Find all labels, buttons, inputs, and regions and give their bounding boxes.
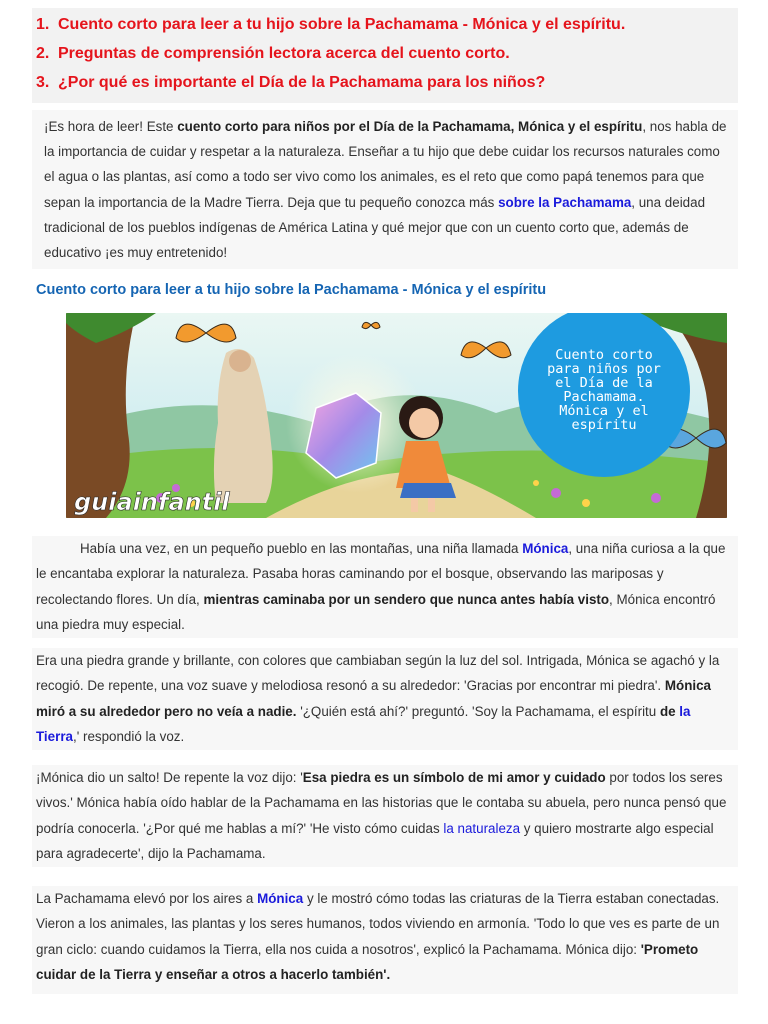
monica-link[interactable]: Mónica [522,541,569,556]
intro-card [32,110,738,269]
naturaleza-link[interactable]: la naturaleza [443,820,521,836]
illustration-svg [66,313,727,518]
svg-text:espíritu: espíritu [571,417,637,433]
story-paragraph-1: Había una vez, en un pequeño pueblo en las montañas, una niña llamada Mónica, una niña curiosa a la que le encantaba explorar la naturaleza. Pasaba horas caminando por el bosque, observando las mariposas y recolectando flores. Un día, mientras caminaba por un sendero que nunca antes había visto, Mónica encontró una piedra muy especial. [32,536,738,638]
table-of-contents [32,8,738,103]
toc-item-1[interactable]: 1. Cuento corto para leer a tu hijo sobre la Pachamama - Mónica y el espíritu. [36,16,626,33]
intro-paragraph: ¡Es hora de leer! Este cuento corto para niños por el Día de la Pachamama, Mónica y el espíritu, nos habla de la importancia de cuidar y respetar a la naturaleza. Enseñar a tu hijo que debe cuidar los recursos naturales como el agua o las plantas, así como a todo ser vivo como los animales, es el reto que como papá tenemos para que sepan la importancia de la Madre Tierra. Deja que tu pequeño conozca más sobre la Pachamama, una deidad tradicional de los pueblos indígenas de América Latina y qué mejor que con un cuento corto que, además de educativo ¡es muy entretenido! [44,119,727,261]
monica-link-2[interactable]: Mónica [257,891,304,906]
story-illustration [66,313,727,518]
story-paragraph-4: La Pachamama elevó por los aires a Mónica y le mostró cómo todas las criaturas de la Tierra estaban conectadas. Vieron a los animales, las plantas y los seres humanos, todos viviendo en armonía. 'Todo lo que ves es parte de un gran ciclo: cuando cuidamos la Tierra, ella nos cuida a nosotros', explicó la Pachamama. Mónica dijo: 'Prometo cuidar de la Tierra y enseñar a otros a hacerlo también'. [32,886,738,994]
svg-text:Pachamama.: Pachamama. [563,389,645,405]
la-tierra-link[interactable]: la Tierra [36,703,691,745]
pachamama-link[interactable]: sobre la Pachamama [498,194,632,210]
svg-text:Cuento corto: Cuento corto [555,347,653,363]
svg-text:Mónica y el: Mónica y el [559,403,649,419]
svg-text:para niños por: para niños por [547,361,661,377]
story-paragraph-2: Era una piedra grande y brillante, con colores que cambiaban según la luz del sol. Intrigada, Mónica se agachó y la recogió. De repente, una voz suave y melodiosa resonó a su alrededor: 'Gracias por encontrar mi piedra'. Mónica miró a su alrededor pero no veía a nadie. '¿Quién está ahí?' preguntó. 'Soy la Pachamama, el espíritu de la Tierra,' respondió la voz. [32,648,738,750]
story-subheading: Cuento corto para leer a tu hijo sobre la Pachamama - Mónica y el espíritu [36,282,547,298]
guiainfantil-logo: guiainfantil [74,488,230,516]
toc-item-2[interactable]: 2. Preguntas de comprensión lectora acerca del cuento corto. [36,45,510,62]
svg-text:el Día de la: el Día de la [555,375,653,391]
toc-item-3[interactable]: 3. ¿Por qué es importante el Día de la Pachamama para los niños? [36,74,546,91]
story-paragraph-3: ¡Mónica dio un salto! De repente la voz dijo: 'Esa piedra es un símbolo de mi amor y cuidado por todos los seres vivos.' Mónica había oído hablar de la Pachamama en las historias que le contaba su abuela, pero nunca pensó que podría conocerla. '¿Por qué me hablas a mí?' 'He visto cómo cuidas la naturaleza y quiero mostrarte algo especial para agradecerte', dijo la Pachamama. [32,765,738,867]
